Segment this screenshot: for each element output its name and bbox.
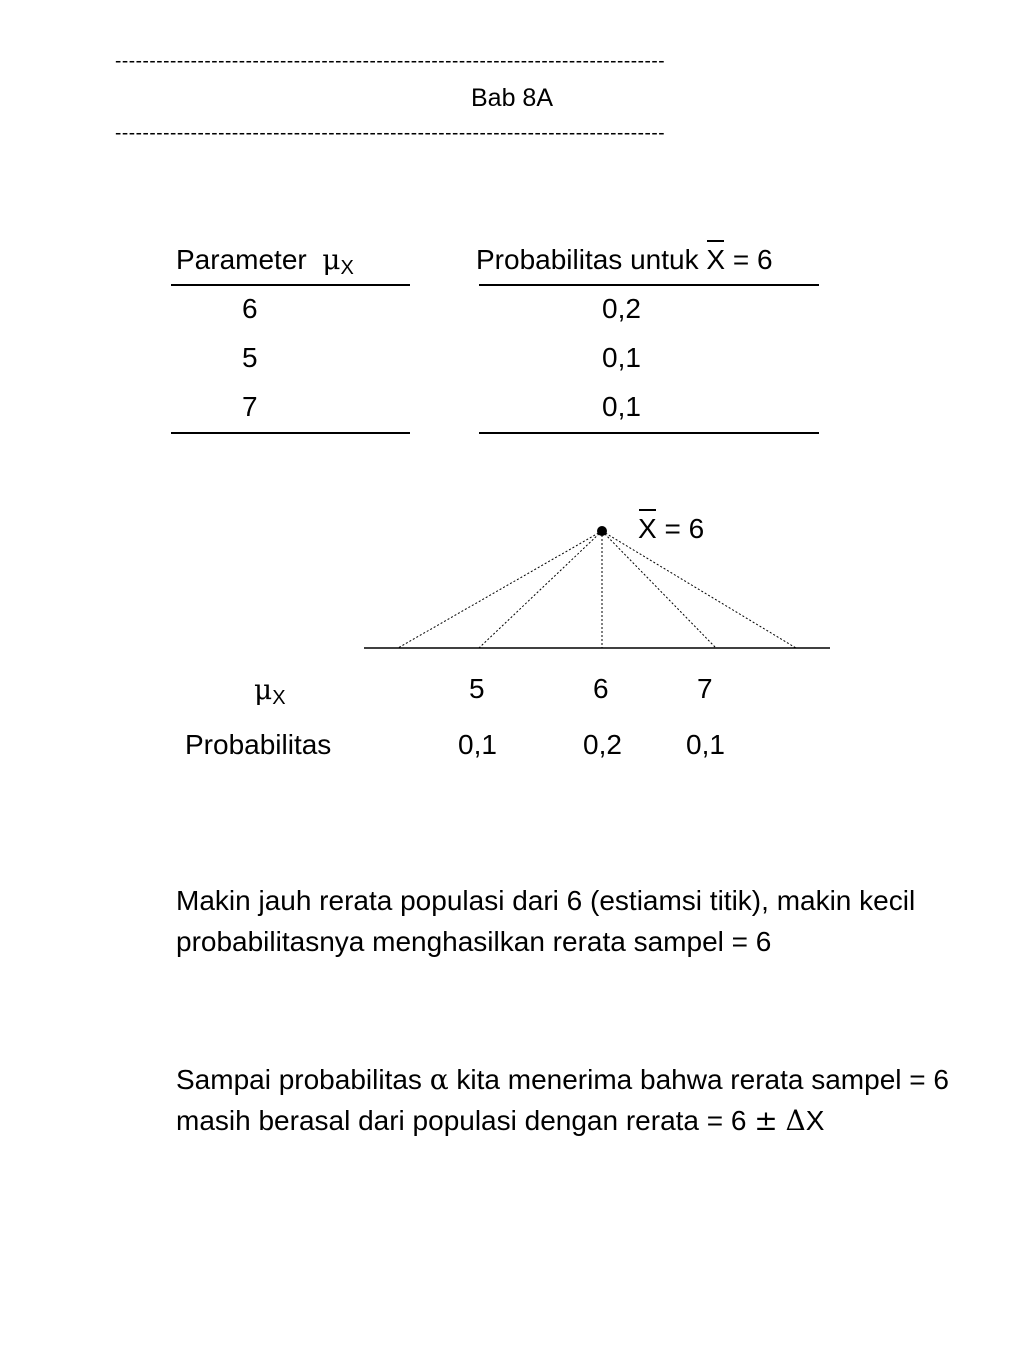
table-cell-param: 5	[242, 342, 258, 373]
header-rule-bottom: --------------------------------------------------------------------------------	[115, 123, 666, 144]
probability-value: 0,1	[458, 729, 497, 760]
mu-subscript: X	[340, 257, 354, 279]
mu-value: 7	[697, 673, 713, 704]
p2-text-end: X	[805, 1105, 825, 1136]
probability-label-suffix: = 6	[732, 244, 773, 275]
alpha-symbol: α	[429, 1063, 449, 1096]
page-title: Bab 8A	[470, 84, 553, 112]
mu-subscript: X	[272, 687, 286, 709]
plus-minus-symbol: ±	[754, 1104, 778, 1137]
xbar-symbol: X	[706, 244, 726, 275]
table-cell-prob: 0,1	[602, 342, 641, 373]
fan-line	[602, 531, 796, 648]
parameter-label: Parameter	[176, 244, 307, 275]
p2-text-start: Sampai probabilitas	[176, 1064, 422, 1095]
p2-value: 6	[730, 1105, 747, 1136]
diagram-probability-label: Probabilitas	[185, 729, 332, 760]
apex-label-suffix: = 6	[664, 513, 705, 544]
fan-line	[398, 531, 602, 648]
diagram-mu-label	[254, 673, 286, 709]
probability-label: Probabilitas untuk	[476, 244, 699, 275]
mu-symbol: μ	[254, 673, 273, 706]
table-cell-prob: 0,1	[602, 391, 641, 422]
apex-label	[638, 515, 704, 543]
probability-value: 0,1	[686, 729, 725, 760]
mu-value: 6	[593, 673, 609, 704]
probability-value: 0,2	[583, 729, 622, 760]
fan-line	[479, 531, 602, 648]
mu-symbol: μ	[322, 243, 341, 276]
apex-point	[597, 526, 607, 536]
paragraph-alpha	[176, 1059, 956, 1141]
table-cell-param: 6	[242, 293, 258, 324]
table-cell-param: 7	[242, 391, 258, 422]
mu-value: 5	[469, 673, 485, 704]
table-cell-prob: 0,2	[602, 293, 641, 324]
paragraph-conclusion: Makin jauh rerata populasi dari 6 (estiamsi titik), makin kecil probabilitasnya menghasilkan rerata sampel = 6	[176, 885, 916, 957]
p2-text-middle: kita menerima bahwa rerata sampel = 6 masih berasal dari populasi dengan rerata =	[176, 1064, 949, 1136]
delta-symbol: Δ	[785, 1104, 806, 1137]
xbar-symbol: X	[638, 513, 657, 544]
header-rule-top: --------------------------------------------------------------------------------	[115, 51, 666, 72]
